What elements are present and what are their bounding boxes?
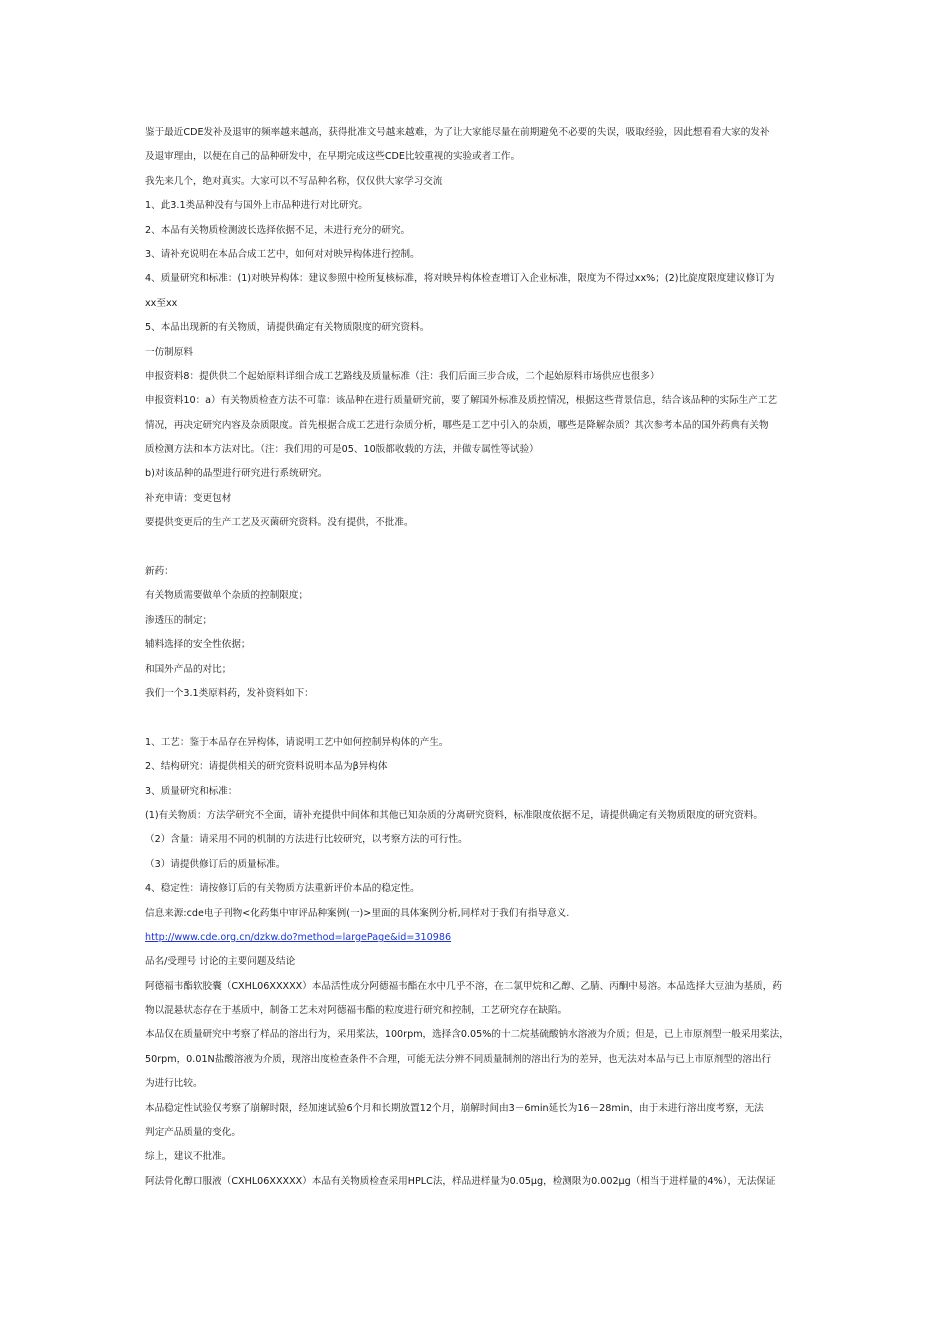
text-line: b)对该品种的晶型进行研究进行系统研究。: [145, 468, 328, 480]
text-line: 综上，建议不批准。: [145, 1151, 232, 1163]
text-line: 本品稳定性试验仅考察了崩解时限，经加速试验6个月和长期放置12个月，崩解时间由3－6min延长为16－28min，由于未进行溶出度考察，无法: [145, 1102, 764, 1114]
text-line: （2）含量：请采用不同的机制的方法进行比较研究，以考察方法的可行性。: [145, 834, 468, 846]
blank-line: [145, 706, 810, 730]
text-line: 为进行比较。: [145, 1078, 203, 1090]
section-heading: 一仿制原料: [145, 346, 193, 358]
text-line: xx至xx: [145, 297, 178, 309]
text-line: 情况，再决定研究内容及杂质限度。首先根据合成工艺进行杂质分析，哪些是工艺中引入的杂质，哪些是降解杂质？其次参考本品的国外药典有关物: [145, 419, 769, 431]
cde-link[interactable]: http://www.cde.org.cn/dzkw.do?method=largePage&id=310986: [145, 931, 452, 943]
text-line: 阿法骨化醇口服液（CXHL06XXXXX）本品有关物质检查采用HPLC法，样品进样量为0.05μg，检测限为0.002μg（相当于进样量的4%），无法保证: [145, 1175, 776, 1187]
text-line: 物以混悬状态存在于基质中，制备工艺未对阿德福韦酯的粒度进行研究和控制，工艺研究存在缺陷。: [145, 1005, 568, 1017]
section-heading: 新药：: [145, 566, 174, 578]
text-line: 渗透压的制定；: [145, 614, 213, 626]
text-line: 有关物质需要做单个杂质的控制限度；: [145, 590, 309, 602]
text-line: 1、工艺：鉴于本品存在异构体，请说明工艺中如何控制异构体的产生。: [145, 736, 449, 748]
text-line: （3）请提供修订后的质量标准。: [145, 858, 286, 870]
blank-line: [145, 536, 810, 560]
text-line: 我们一个3.1类原料药，发补资料如下：: [145, 687, 314, 699]
text-line: 3、请补充说明在本品合成工艺中，如何对对映异构体进行控制。: [145, 248, 420, 260]
text-line: 3、质量研究和标准：: [145, 785, 238, 797]
text-line: 信息来源:cde电子刊物<化药集中审评品种案例(一)>里面的具体案例分析,同样对于我们有指导意义.: [145, 907, 570, 919]
text-line: 要提供变更后的生产工艺及灭菌研究资料。没有提供，不批准。: [145, 517, 414, 529]
text-line: 及退审理由，以便在自己的品种研发中，在早期完成这些CDE比较重视的实验或者工作。: [145, 151, 521, 163]
text-line: 我先来几个，绝对真实。大家可以不写品种名称，仅仅供大家学习交流: [145, 175, 443, 187]
text-line: 判定产品质量的变化。: [145, 1127, 241, 1139]
text-line: (1)有关物质：方法学研究不全面，请补充提供中间体和其他已知杂质的分离研究资料，标准限度依据不足，请提供确定有关物质限度的研究资料。: [145, 809, 763, 821]
text-line: 辅料选择的安全性依据；: [145, 639, 251, 651]
text-line: 阿德福韦酯软胶囊（CXHL06XXXXX）本品活性成分阿德福韦酯在水中几乎不溶，在二氯甲烷和乙醇、乙腈、丙酮中易溶。本品选择大豆油为基质，药: [145, 980, 782, 992]
text-line: 本品仅在质量研究中考察了样品的溶出行为，采用桨法，100rpm，选择含0.05%的十二烷基硫酸钠水溶液为介质；但是，已上市原剂型一般采用桨法，: [145, 1029, 789, 1041]
text-line: 鉴于最近CDE发补及退审的频率越来越高，获得批准文号越来越难，为了让大家能尽量在前期避免不必要的失误，吸取经验，因此想看看大家的发补: [145, 127, 770, 138]
document-page: [145, 121, 810, 1194]
text-line: 申报资料10：a）有关物质检查方法不可靠：该品种在进行质量研究前，要了解国外标准及质控情况，根据这些背景信息，结合该品种的实际生产工艺: [145, 395, 778, 407]
text-line: 质检测方法和本方法对比。（注：我们用的可是05、10版都收载的方法，并做专属性等试验）: [145, 444, 539, 456]
text-line: 和国外产品的对比；: [145, 663, 232, 675]
text-line: 2、本品有关物质检测波长选择依据不足，未进行充分的研究。: [145, 224, 411, 236]
text-line: 50rpm，0.01N盐酸溶液为介质，现溶出度检查条件不合理，可能无法分辨不同质量制剂的溶出行为的差异，也无法对本品与已上市原剂型的溶出行: [145, 1053, 772, 1065]
text-line: 1、此3.1类品种没有与国外上市品种进行对比研究。: [145, 200, 368, 212]
text-line: 5、本品出现新的有关物质，请提供确定有关物质限度的研究资料。: [145, 322, 430, 334]
text-line: 申报资料8：提供供二个起始原料详细合成工艺路线及质量标准（注：我们后面三步合成，二个起始原料市场供应也很多）: [145, 370, 660, 382]
text-line: 4、稳定性：请按修订后的有关物质方法重新评价本品的稳定性。: [145, 883, 420, 895]
text-line: 品名/受理号 讨论的主要问题及结论: [145, 956, 296, 968]
text-line: 2、结构研究：请提供相关的研究资料说明本品为β异构体: [145, 761, 388, 773]
section-heading: 补充申请：变更包材: [145, 492, 232, 504]
text-line: 4、质量研究和标准：(1)对映异构体：建议参照中检所复核标准，将对映异构体检查增订入企业标准，限度为不得过xx%；(2)比旋度限度建议修订为: [145, 273, 775, 285]
